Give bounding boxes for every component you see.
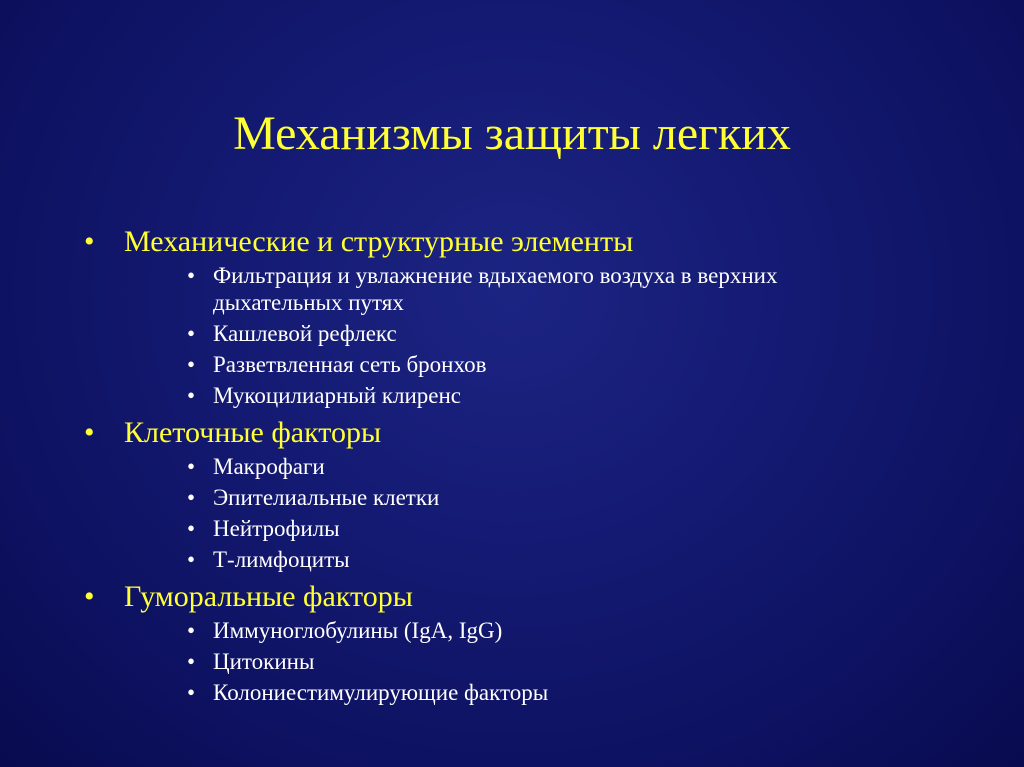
list-item-text: Колониестимулирующие факторы	[213, 680, 549, 705]
section-heading-text: Механические и структурные элементы	[124, 225, 634, 258]
section-mechanical	[84, 222, 984, 409]
bullet-icon: •	[84, 416, 95, 449]
list-item	[84, 648, 984, 675]
bullet-icon: •	[187, 263, 196, 288]
sub-list	[84, 453, 984, 573]
list-item-text: Цитокины	[213, 649, 315, 674]
list-item-text: Макрофаги	[213, 454, 325, 479]
list-item-text: Разветвленная сеть бронхов	[213, 352, 487, 377]
bullet-icon: •	[187, 352, 196, 377]
bullet-icon: •	[187, 516, 196, 541]
list-item-text: Эпителиальные клетки	[213, 485, 440, 510]
list-item	[84, 515, 984, 542]
list-item	[84, 679, 984, 706]
list-item	[84, 262, 984, 316]
list-item	[84, 484, 984, 511]
list-item-text: Кашлевой рефлекс	[213, 321, 397, 346]
bullet-icon: •	[187, 454, 196, 479]
list-item	[84, 617, 984, 644]
list-item	[84, 546, 984, 573]
section-cellular	[84, 413, 984, 573]
section-humoral	[84, 577, 984, 706]
sub-list	[84, 617, 984, 706]
bullet-icon: •	[84, 225, 95, 258]
bullet-icon: •	[84, 580, 95, 613]
sub-list	[84, 262, 984, 409]
section-heading-text: Гуморальные факторы	[124, 580, 413, 613]
list-item	[84, 382, 984, 409]
list-item-text: Т-лимфоциты	[213, 547, 350, 572]
list-item-text: Нейтрофилы	[213, 516, 340, 541]
list-item-text: Мукоцилиарный клиренс	[213, 383, 462, 408]
bullet-icon: •	[187, 485, 196, 510]
section-heading	[84, 222, 984, 262]
bullet-icon: •	[187, 649, 196, 674]
bullet-icon: •	[187, 321, 196, 346]
slide-title: Механизмы защиты легких	[233, 107, 791, 160]
section-heading-text: Клеточные факторы	[124, 416, 382, 449]
bullet-list	[84, 222, 984, 710]
list-item	[84, 453, 984, 480]
section-heading	[84, 413, 984, 453]
section-heading	[84, 577, 984, 617]
bullet-icon: •	[187, 680, 196, 705]
bullet-icon: •	[187, 547, 196, 572]
bullet-icon: •	[187, 383, 196, 408]
bullet-icon: •	[187, 618, 196, 643]
list-item	[84, 320, 984, 347]
list-item-text: Иммуноглобулины (IgA, IgG)	[213, 618, 503, 643]
list-item	[84, 351, 984, 378]
list-item-text: Фильтрация и увлажнение вдыхаемого воздуха в верхних дыхательных путях	[213, 263, 778, 315]
